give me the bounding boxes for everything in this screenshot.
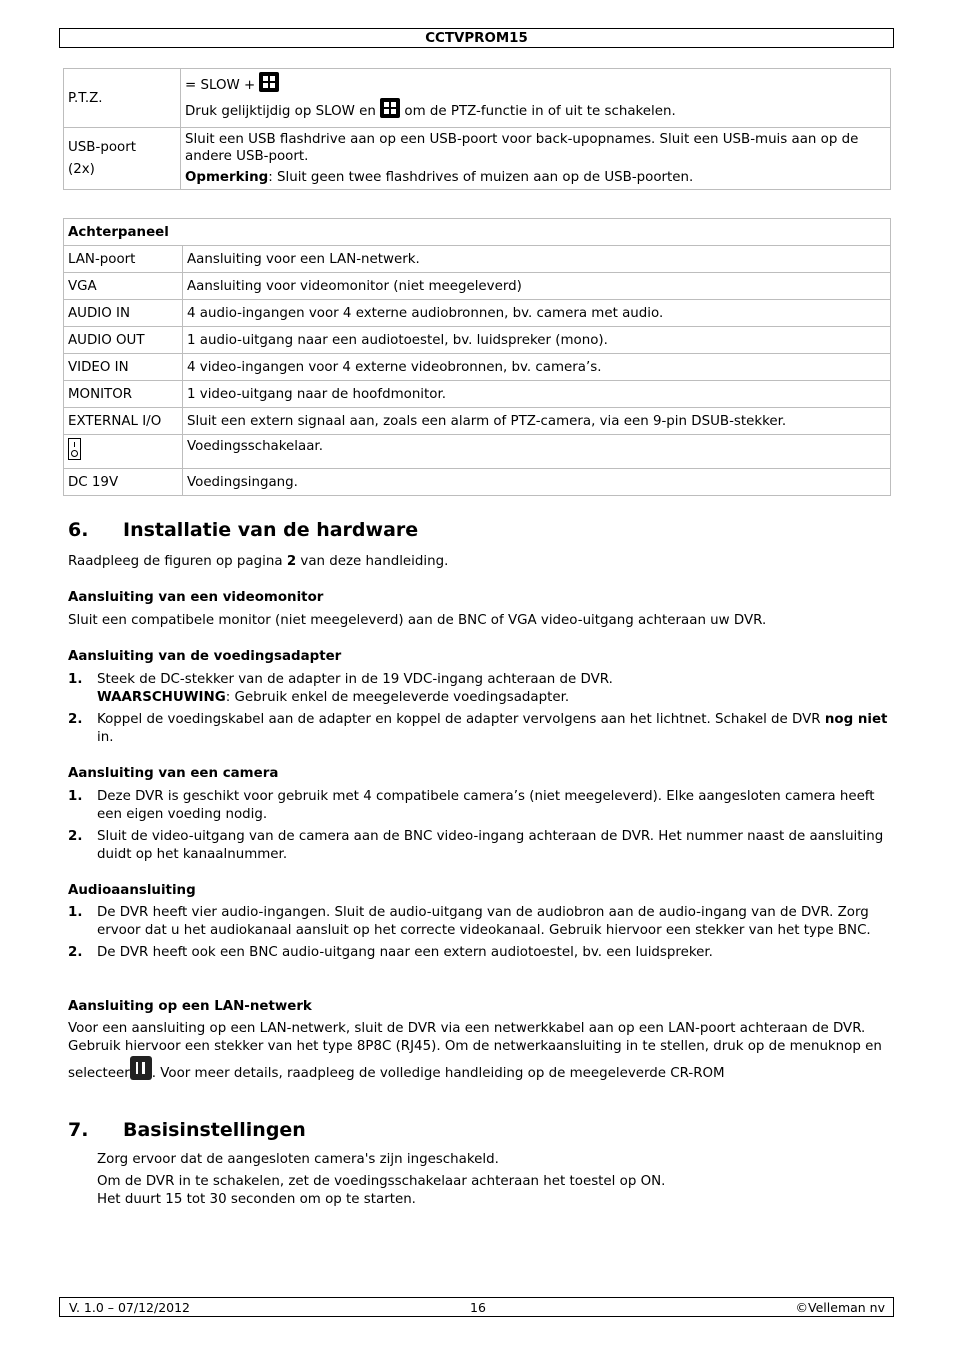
subheading: Audioaansluiting [68, 883, 196, 898]
footer-version: V. 1.0 – 07/12/2012 [69, 1300, 191, 1315]
row-description: = SLOW + Druk gelijktijdig op SLOW en om de PTZ-functie in of uit te schakelen. [181, 69, 891, 128]
table-row [64, 128, 891, 190]
table-heading: Achterpaneel [64, 219, 891, 246]
table-row: VIDEO IN 4 video-ingangen voor 4 externe videobronnen, bv. camera’s. [64, 354, 891, 381]
table-row: VGA Aansluiting voor videomonitor (niet meegeleverd) [64, 273, 891, 300]
numbered-list [68, 671, 888, 751]
list-item: 1. De DVR heeft vier audio-ingangen. Sluit de audio-uitgang van de audiobron aan de audio-ingang van de DVR. Zorg ervoor dat u het audiokanaal aansluit op het correcte videokanaal. Gebruik hiervoor een stekker van het type BNC. [68, 905, 871, 938]
grid-icon [380, 98, 400, 118]
table-row: LAN-poort Aansluiting voor een LAN-netwerk. [64, 246, 891, 273]
row-label: P.T.Z. [64, 69, 181, 128]
power-switch-icon [68, 438, 81, 460]
paragraph: Het duurt 15 tot 30 seconden om op te starten. [97, 1192, 416, 1207]
table-row: Voedingsschakelaar. [64, 435, 891, 469]
section-heading: 6. Installatie van de hardware [68, 519, 419, 541]
list-item: 1. Steek de DC-stekker van de adapter in de 19 VDC-ingang achteraan de DVR. WAARSCHUWING: Gebruik enkel de meegeleverde voedingsadapter. [68, 672, 613, 705]
paragraph: Sluit een compatibele monitor (niet meegeleverd) aan de BNC of VGA video-uitgang achteraan uw DVR. [68, 613, 767, 628]
tools-icon [130, 1056, 152, 1080]
row-description: Sluit een USB flashdrive aan op een USB-poort voor back-upopnames. Sluit een USB-muis aan op de andere USB-poort. Opmerking: Sluit geen twee flashdrives of muizen aan op de USB-poorten. [181, 128, 891, 190]
list-item: 1. Deze DVR is geschikt voor gebruik met 4 compatibele camera’s (niet meegeleverd). Elke aangesloten camera heeft een eigen voeding nodig. [68, 789, 875, 822]
list-item: 2. De DVR heeft ook een BNC audio-uitgang naar een extern audiotoestel, bv. een luidspreker. [68, 945, 713, 960]
table-row: EXTERNAL I/O Sluit een extern signaal aan, zoals een alarm of PTZ-camera, via een 9-pin DSUB-stekker. [64, 408, 891, 435]
subheading: Aansluiting van een camera [68, 766, 279, 781]
list-item: 2. Koppel de voedingskabel aan de adapter en koppel de adapter vervolgens aan het lichtnet. Schakel de DVR nog niet in. [68, 712, 888, 745]
document-header: CCTVPROM15 [59, 28, 894, 48]
document-footer [59, 1297, 894, 1317]
table-row: DC 19V Voedingsingang. [64, 469, 891, 496]
paragraph: Voor een aansluiting op een LAN-netwerk, sluit de DVR via een netwerkkabel aan op een LAN-poort achteraan de DVR. Gebruik hiervoor een stekker van het type 8P8C (RJ45). Om de netwerkaansluiting in te stellen, druk op de menuknop en selecteer . Voor meer details, raadpleeg de volledige handleiding op de meegeleverde CR-ROM [68, 1021, 882, 1081]
table-row [64, 69, 891, 128]
paragraph: Zorg ervoor dat de aangesloten camera's zijn ingeschakeld. [97, 1152, 499, 1167]
subheading: Aansluiting van de voedingsadapter [68, 649, 342, 664]
paragraph: Om de DVR in te schakelen, zet de voedingsschakelaar achteraan het toestel op ON. [97, 1174, 666, 1189]
numbered-list [68, 904, 888, 967]
paragraph: Raadpleeg de figuren op pagina 2 van deze handleiding. [68, 554, 449, 569]
table-row: MONITOR 1 video-uitgang naar de hoofdmonitor. [64, 381, 891, 408]
row-label [64, 435, 183, 469]
controls-table [63, 68, 891, 190]
table-row: AUDIO IN 4 audio-ingangen voor 4 externe audiobronnen, bv. camera met audio. [64, 300, 891, 327]
table-row: AUDIO OUT 1 audio-uitgang naar een audiotoestel, bv. luidspreker (mono). [64, 327, 891, 354]
table-heading-row [64, 219, 891, 246]
subheading: Aansluiting van een videomonitor [68, 590, 324, 605]
row-label: USB-poort (2x) [64, 128, 181, 190]
grid-icon [259, 72, 279, 92]
list-item: 2. Sluit de video-uitgang van de camera aan de BNC video-ingang achteraan de DVR. Het nummer naast de aansluiting duidt op het kanaalnummer. [68, 829, 884, 862]
subheading: Aansluiting op een LAN-netwerk [68, 999, 312, 1014]
footer-copyright: ©Velleman nv [795, 1300, 885, 1315]
rear-panel-table [63, 218, 891, 496]
footer-page-number: 16 [470, 1300, 486, 1315]
section-heading: 7. Basisinstellingen [68, 1119, 306, 1141]
numbered-list [68, 788, 888, 868]
